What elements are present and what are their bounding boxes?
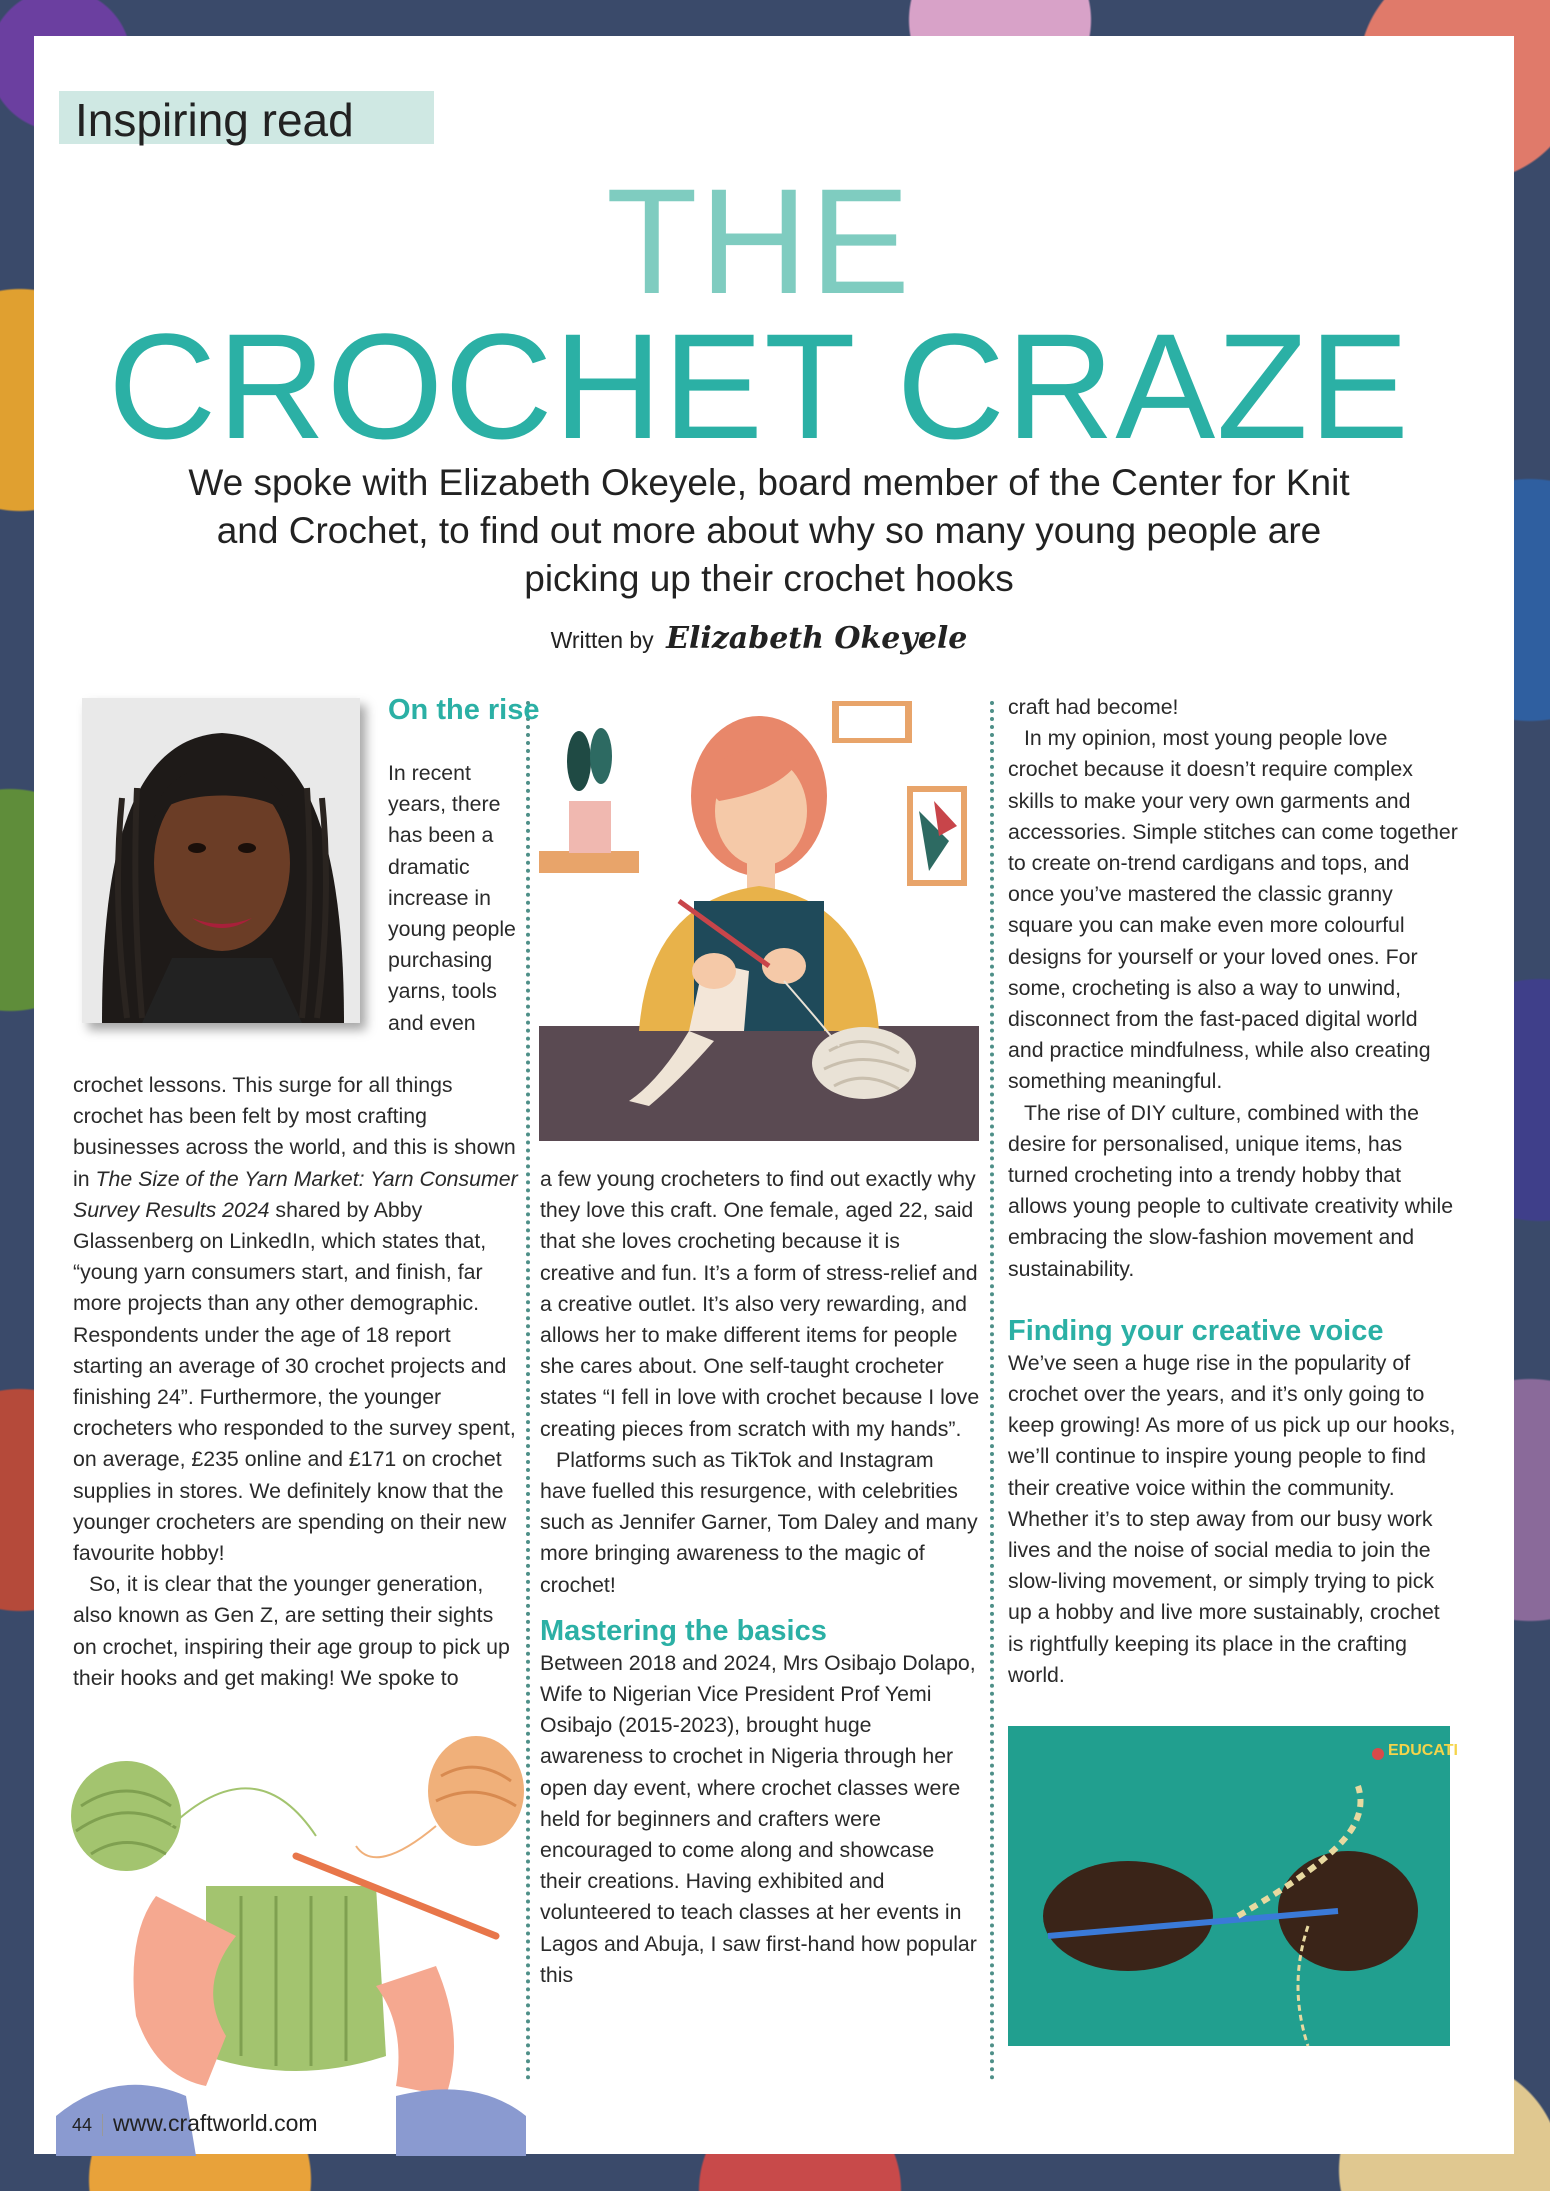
col1-paragraph-1: crochet lessons. This surge for all things crochet has been felt by most crafting businesses across the world, and this is shown in The Size of the Yarn Market: Yarn Consumer Survey Results 2024 shared by Abby Glassenberg on LinkedIn, which states that, “young yarn consumers start, and finish, far more projects than any other demographic. Respondents under the age of 18 report starting an average of 30 crochet projects and finishing 24”. Furthermore, the younger crocheters who responded to the survey spent, on average, £235 online and £171 on crochet supplies in stores. We definitely know that the younger crocheters are spending on their new favourite hobby! bbox=[73, 1073, 518, 1566]
column-1 bbox=[73, 1070, 518, 1694]
column-3 bbox=[1008, 692, 1458, 1691]
title-line-2: CROCHET CRAZE bbox=[108, 302, 1410, 470]
col1-beside-photo-text: In recent years, there has been a dramatic increase in young people purchasing yarns, tools and even bbox=[388, 761, 516, 1035]
footer-separator bbox=[102, 2114, 103, 2136]
heading-finding-your-creative-voice: Finding your creative voice bbox=[1008, 1314, 1384, 1347]
section-label-text: Inspiring read bbox=[75, 94, 354, 146]
footer-url[interactable]: www.craftworld.com bbox=[113, 2110, 318, 2136]
col2-paragraph-3: Between 2018 and 2024, Mrs Osibajo Dolapo, Wife to Nigerian Vice President Prof Yemi Osibajo (2015-2023), brought huge awareness to crochet in Nigeria through her open day event, where crochet classes were held for beginners and crafters were encouraged to come along and showcase their creations. Having exhibited and volunteered to teach classes at her events in Lagos and Abuja, I saw first-hand how popular this bbox=[540, 1650, 977, 1987]
title-line-1: THE bbox=[606, 157, 912, 325]
heading-on-the-rise: On the rise bbox=[388, 694, 540, 726]
col3-paragraph-3: We’ve seen a huge rise in the popularity of crochet over the years, and it’s only going to keep growing! As more of us pick up our hooks, we’ll continue to inspire young people to find their creative voice within the community. Whether it’s to step away from our busy work lives and the noise of social media to join the slow-living movement, or simply trying to pick up a hobby and live more sustainably, crochet is rightfully keeping its place in the crafting world. bbox=[1008, 1350, 1456, 1687]
col3-paragraph-1: In my opinion, most young people love crochet because it doesn’t require complex skills to make your very own garments and accessories. Simple stitches can come together to create on-trend cardigans and tops, and once you’ve mastered the classic granny square you can make even more colourful designs for yourself or your loved ones. For some, crocheting is also a way to unwind, disconnect from the fast-paced digital world and practice mindfulness, while also creating something meaningful. bbox=[1008, 726, 1458, 1094]
shirt-print-text: EDUCATI bbox=[1388, 1742, 1458, 1759]
magazine-page bbox=[34, 36, 1514, 2154]
byline-author: Elizabeth Okeyele bbox=[666, 621, 968, 656]
hands-crochet-illustration bbox=[56, 1736, 526, 2156]
byline-prefix: Written by bbox=[550, 627, 654, 653]
column-2 bbox=[540, 1164, 980, 1991]
standfirst: We spoke with Elizabeth Okeyele, board member of the Center for Knit and Crochet, to find out more about why so many young people are picking up their crochet hooks bbox=[188, 462, 1350, 599]
crochet-woman-illustration bbox=[539, 701, 979, 1141]
col2-paragraph-2: Platforms such as TikTok and Instagram have fuelled this resurgence, with celebrities such as Jennifer Garner, Tom Daley and many more bringing awareness to the magic of crochet! bbox=[540, 1447, 978, 1597]
page-number: 44 bbox=[72, 2115, 93, 2135]
col2-paragraph-1: a few young crocheters to find out exactly why they love this craft. One female, aged 22, said that she loves crocheting because it is creative and fun. It’s a form of stress-relief and a creative outlet. It’s also very rewarding, and allows her to make different items for people she cares about. One self-taught crocheter states “I fell in love with crochet because I love creating pieces from scratch with my hands”. bbox=[540, 1167, 980, 1441]
portrait-photo bbox=[82, 698, 360, 1023]
col3-paragraph-0: craft had become! bbox=[1008, 695, 1179, 719]
column-divider-2 bbox=[990, 701, 994, 2081]
page-footer bbox=[72, 2110, 318, 2137]
col1-paragraph-2: So, it is clear that the younger generation, also known as Gen Z, are setting their sights on crochet, inspiring their age group to pick up their hooks and get making! We spoke to bbox=[73, 1572, 510, 1690]
col3-paragraph-2: The rise of DIY culture, combined with the desire for personalised, unique items, has turned crocheting into a trendy hobby that allows young people to cultivate creativity while embracing the slow-fashion movement and sustainability. bbox=[1008, 1100, 1454, 1281]
column-divider-1 bbox=[526, 701, 530, 2081]
section-label bbox=[59, 91, 434, 144]
heading-mastering-the-basics: Mastering the basics bbox=[540, 1614, 827, 1647]
byline bbox=[34, 621, 1484, 656]
hands-crochet-photo bbox=[1008, 1726, 1458, 2046]
survey-title: The Size of the Yarn Market: Yarn Consumer Survey Results 2024 bbox=[73, 1166, 518, 1222]
